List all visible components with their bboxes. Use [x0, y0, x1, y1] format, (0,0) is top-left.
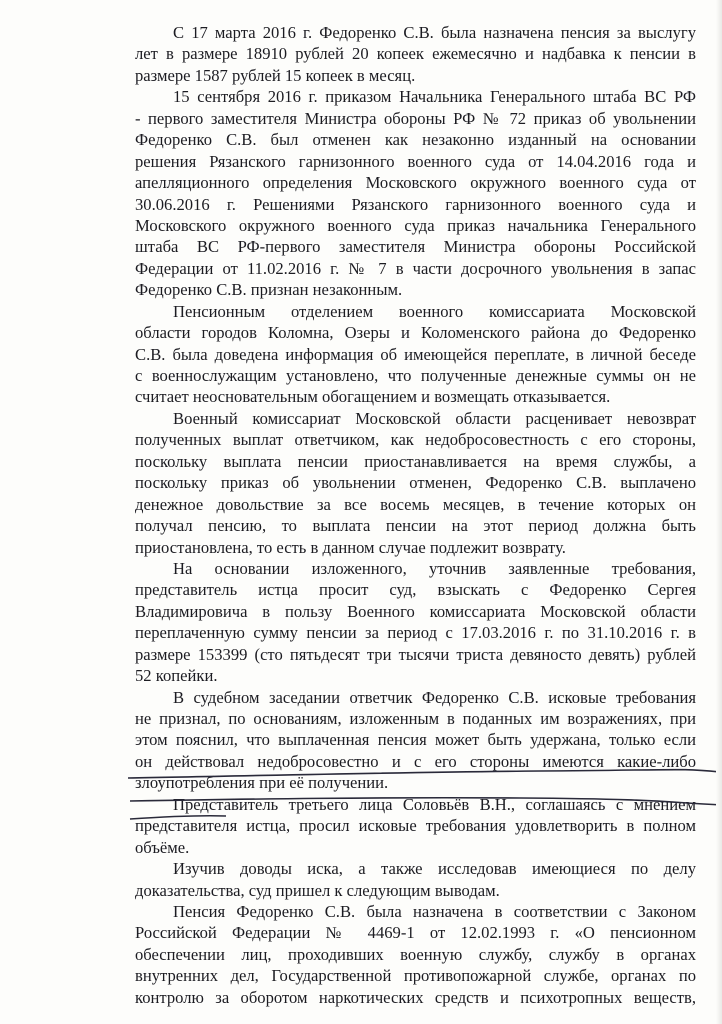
scan-edge-shadow	[716, 0, 722, 1024]
text-line: контролю за оборотом наркотических средств и психотропных веществ,	[135, 987, 696, 1007]
paragraph	[135, 558, 696, 687]
text-line: Московского окружного военного суда приказ начальника Генерального	[135, 215, 696, 235]
text-line: он действовал недобросовестно и с его стороны имеются какие-либо	[135, 751, 696, 771]
text-line: штаба ВС РФ-первого заместителя Министра обороны Российской	[135, 237, 696, 257]
text-line: объёме.	[135, 837, 190, 857]
text-line: не признал, по основаниям, изложенным в поданных им возражениях, при	[135, 709, 696, 728]
text-line: лет в размере 18910 рублей 20 копеек ежемесячно и надбавка к пенсии в	[135, 44, 696, 64]
text-line: Военный комиссариат Московской области расценивает невозврат	[173, 408, 696, 428]
text-line: области городов Коломна, Озеры и Коломенского района до Федоренко	[135, 323, 696, 343]
text-line: представителя истца, просил исковые требования удовлетворить в полном	[135, 816, 696, 836]
paragraph	[135, 86, 696, 300]
text-line: С.В. была доведена информация об имеющейся переплате, в личной беседе	[135, 344, 696, 364]
text-line: этом пояснил, что выплаченная пенсия может быть удержана, только если	[135, 730, 696, 750]
paragraph	[135, 301, 696, 408]
text-line: 52 копейки.	[135, 666, 218, 686]
text-line: получал пенсию, то выплата пенсии на этот период должна быть	[135, 516, 696, 536]
text-line: считает неосновательным обогащением и возмещать отказывается.	[135, 387, 611, 407]
text-line: поскольку выплата пенсии приостанавливается на время службы, а	[135, 451, 696, 471]
text-line: Пенсия Федоренко С.В. была назначена в соответствии с Законом	[173, 901, 696, 921]
text-line: внутренних дел, Государственной противопожарной службе, органах по	[135, 966, 696, 986]
text-line: поскольку приказ об увольнении отменен, Федоренко С.В. выплачено	[135, 473, 696, 493]
text-line: Пенсионным отделением военного комиссариата Московской	[173, 301, 696, 321]
paragraph	[135, 794, 696, 858]
paragraph	[135, 408, 696, 558]
text-line: С 17 марта 2016 г. Федоренко С.В. была назначена пенсия за выслугу	[173, 23, 696, 42]
text-line: Федоренко С.В. был отменен как незаконно изданный на основании	[135, 130, 696, 150]
text-line: Федерации от 11.02.2016 г. № 7 в части досрочного увольнения в запас	[135, 258, 696, 278]
text-line: размере 153399 (сто пятьдесят три тысячи триста девяносто девять) рублей	[135, 644, 696, 664]
text-line: приостановлена, то есть в данном случае подлежит возврату.	[135, 537, 566, 557]
text-line: В судебном заседании ответчик Федоренко С.В. исковые требования	[173, 687, 696, 707]
text-line: решения Рязанского гарнизонного военного суда от 14.04.2016 года и	[135, 151, 696, 171]
text-line: 30.06.2016 г. Решениями Рязанского гарнизонного военного суда и	[135, 194, 696, 214]
text-line: обеспечении лиц, проходивших военную службу, службу в органах	[135, 944, 696, 964]
text-line: На основании изложенного, уточнив заявленные требования,	[173, 558, 696, 578]
text-line: доказательства, суд пришел к следующим выводам.	[135, 880, 500, 900]
text-line: переплаченную сумму пенсии за период с 17.03.2016 г. по 31.10.2016 г. в	[135, 623, 696, 643]
text-line: апелляционного определения Московского окружного военного суда от	[135, 173, 696, 193]
paragraph	[135, 901, 696, 1008]
text-line: 15 сентября 2016 г. приказом Начальника Генерального штаба ВС РФ	[173, 87, 696, 107]
text-line: полученных выплат ответчиком, как недобросовестность с его стороны,	[135, 430, 696, 450]
text-line: размере 1587 рублей 15 копеек в месяц.	[135, 65, 416, 85]
text-line: - первого заместителя Министра обороны РФ № 72 приказ об увольнении	[135, 108, 696, 128]
text-line: представитель истца просит суд, взыскать с Федоренко Сергея	[135, 580, 696, 600]
paragraph	[135, 687, 696, 794]
paragraph	[135, 22, 696, 86]
text-line: денежное довольствие за все восемь месяцев, в течение которых он	[135, 494, 696, 514]
text-line: Федоренко С.В. признан незаконным.	[135, 280, 403, 300]
text-line: с военнослужащим установлено, что полученные денежные суммы он не	[135, 366, 696, 385]
text-line: Российской Федерации № 4469-1 от 12.02.1993 г. «О пенсионном	[135, 923, 696, 943]
text-line: злоупотребления при её получении.	[135, 773, 389, 793]
text-line: Представитель третьего лица Соловьёв В.Н., соглашаясь с мнением	[173, 794, 696, 814]
text-line: Изучив доводы иска, а также исследовав имеющиеся по делу	[173, 859, 696, 879]
document-page	[135, 22, 696, 1008]
text-line: Владимировича в пользу Военного комиссариата Московской области	[135, 601, 696, 621]
paragraph	[135, 858, 696, 901]
